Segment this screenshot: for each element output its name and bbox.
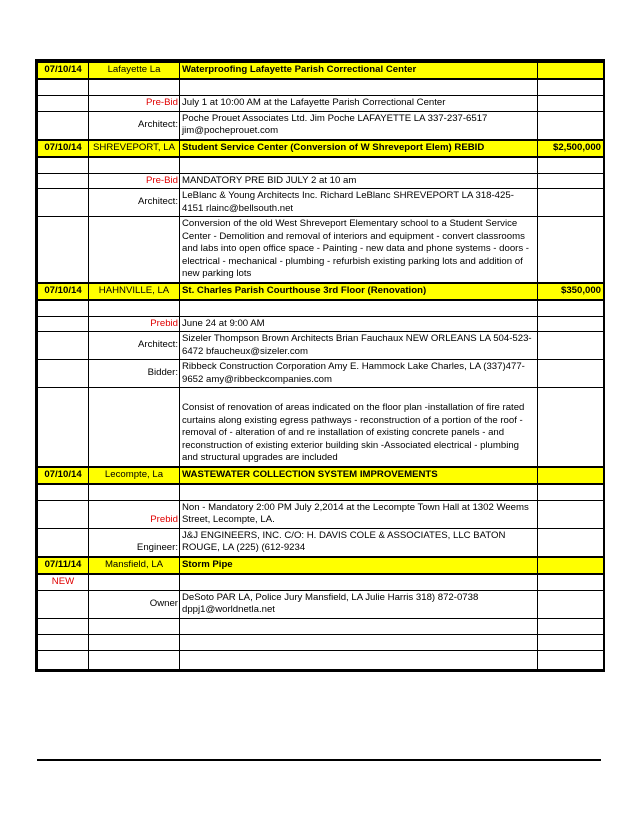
project-description: Conversion of the old West Shreveport Elementary school to a Student Service Center - Demolition and removal of interiors and equipment - convert classrooms and labs into open office space - Painting - new data and phone systems - doors -electrical - mechanical - plumbing - refurbish existing parking lots and addition of new parking lots	[180, 217, 538, 283]
prebid-row	[38, 96, 604, 112]
bid-table	[37, 61, 604, 670]
blank-row	[38, 300, 604, 317]
project-header-row	[38, 467, 604, 484]
bid-date: 07/10/14	[38, 467, 89, 484]
architect-row	[38, 189, 604, 217]
project-location: Lecompte, La	[89, 467, 180, 484]
blank-row	[38, 634, 604, 650]
blank-row	[38, 650, 604, 669]
owner-label: Owner	[89, 590, 180, 618]
engineer-label: Engineer:	[89, 528, 180, 557]
project-amount: $2,500,000	[538, 140, 604, 157]
prebid-label: Pre-Bid	[89, 96, 180, 112]
prebid-label: Pre-Bid	[89, 173, 180, 189]
architect-label: Architect:	[89, 111, 180, 140]
blank-row	[38, 79, 604, 96]
project-location: SHREVEPORT, LA	[89, 140, 180, 157]
bid-date: 07/10/14	[38, 140, 89, 157]
architect-label: Architect:	[89, 189, 180, 217]
description-row	[38, 217, 604, 283]
project-location: Mansfield, LA	[89, 557, 180, 574]
architect-text: LeBlanc & Young Architects Inc. Richard LeBlanc SHREVEPORT LA 318-425-4151 rlainc@bellsouth.net	[180, 189, 538, 217]
project-header-row	[38, 62, 604, 79]
engineer-text: J&J ENGINEERS, INC. C/O: H. DAVIS COLE & ASSOCIATES, LLC BATON ROUGE, LA (225) (612-9234	[180, 528, 538, 557]
prebid-label: Prebid	[89, 316, 180, 332]
architect-text: Sizeler Thompson Brown Architects Brian Fauchaux NEW ORLEANS LA 504-523-6472 bfaucheux@sizeler.com	[180, 332, 538, 360]
project-amount: $350,000	[538, 283, 604, 300]
new-badge-row	[38, 574, 604, 591]
project-title: St. Charles Parish Courthouse 3rd Floor (Renovation)	[180, 283, 538, 300]
footer-divider	[37, 759, 601, 761]
description-row	[38, 388, 604, 467]
prebid-row	[38, 173, 604, 189]
owner-row	[38, 590, 604, 618]
prebid-text: Non - Mandatory 2:00 PM July 2,2014 at the Lecompte Town Hall at 1302 Weems Street, Lecompte, LA.	[180, 500, 538, 528]
project-location: Lafayette La	[89, 62, 180, 79]
bid-listing-sheet	[35, 59, 605, 672]
project-amount	[538, 557, 604, 574]
bidder-label: Bidder:	[89, 360, 180, 388]
new-badge: NEW	[38, 574, 89, 591]
prebid-row	[38, 316, 604, 332]
architect-row	[38, 332, 604, 360]
project-location: HAHNVILLE, LA	[89, 283, 180, 300]
project-amount	[538, 62, 604, 79]
project-title: Student Service Center (Conversion of W Shreveport Elem) REBID	[180, 140, 538, 157]
bid-date: 07/10/14	[38, 283, 89, 300]
project-header-row	[38, 140, 604, 157]
architect-label: Architect:	[89, 332, 180, 360]
project-title: Storm Pipe	[180, 557, 538, 574]
bid-date: 07/11/14	[38, 557, 89, 574]
project-description: Consist of renovation of areas indicated on the floor plan -installation of fire rated curtains along existing egress pathways - reconstruction of a portion of the roof - removal of - alteration of and re installation of existing concrete panels - and reconstruction of existing exterior building skin -Associated electrical - plumbing and structural upgrades are included	[180, 388, 538, 467]
blank-row	[38, 618, 604, 634]
prebid-text: MANDATORY PRE BID JULY 2 at 10 am	[180, 173, 538, 189]
blank-row	[38, 484, 604, 501]
project-header-row	[38, 557, 604, 574]
prebid-label: Prebid	[89, 500, 180, 528]
prebid-row	[38, 500, 604, 528]
blank-row	[38, 157, 604, 174]
project-title: Waterproofing Lafayette Parish Correctional Center	[180, 62, 538, 79]
owner-text: DeSoto PAR LA, Police Jury Mansfield, LA Julie Harris 318) 872-0738 dppj1@worldnetla.net	[180, 590, 538, 618]
prebid-text: June 24 at 9:00 AM	[180, 316, 538, 332]
architect-text: Poche Prouet Associates Ltd. Jim Poche LAFAYETTE LA 337-237-6517 jim@pocheprouet.com	[180, 111, 538, 140]
project-amount	[538, 467, 604, 484]
architect-row	[38, 111, 604, 140]
bidder-text: Ribbeck Construction Corporation Amy E. Hammock Lake Charles, LA (337)477-9652 amy@ribbeckcompanies.com	[180, 360, 538, 388]
engineer-row	[38, 528, 604, 557]
project-header-row	[38, 283, 604, 300]
bid-date: 07/10/14	[38, 62, 89, 79]
prebid-text: July 1 at 10:00 AM at the Lafayette Parish Correctional Center	[180, 96, 538, 112]
bidder-row	[38, 360, 604, 388]
project-title: WASTEWATER COLLECTION SYSTEM IMPROVEMENTS	[180, 467, 538, 484]
